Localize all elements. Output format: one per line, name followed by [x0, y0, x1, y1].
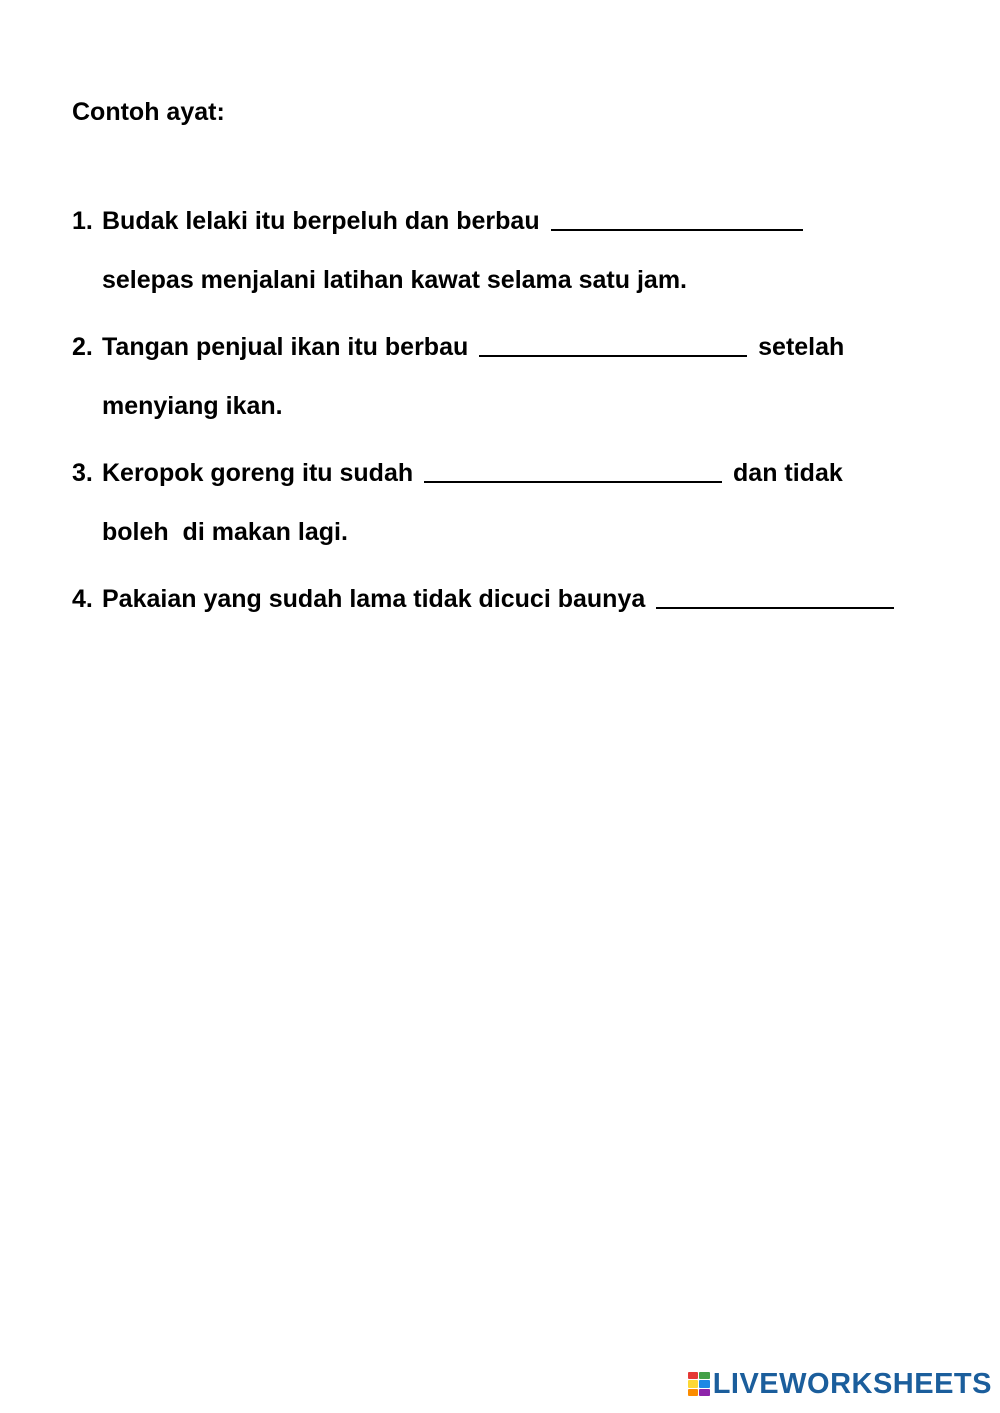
liveworksheets-logo-text: LIVEWORKSHEETS: [712, 1368, 992, 1400]
question-2-line-1: [72, 327, 844, 363]
liveworksheets-logo: [688, 1369, 992, 1399]
liveworksheets-logo-icon: [688, 1372, 710, 1396]
question-3-continuation: boleh di makan lagi.: [102, 518, 348, 546]
question-1-continuation: selepas menjalani latihan kawat selama satu jam.: [102, 266, 687, 294]
heading-contoh-ayat: Contoh ayat:: [72, 98, 225, 126]
question-1-text-before: Budak lelaki itu berpeluh dan berbau: [102, 207, 547, 235]
question-3-blank[interactable]: [424, 455, 722, 483]
question-2-text-before: Tangan penjual ikan itu berbau: [102, 333, 476, 361]
question-2-number: 2.: [72, 333, 93, 361]
question-3-line-1: [72, 453, 843, 489]
question-2-continuation: menyiang ikan.: [102, 392, 283, 420]
question-4-number: 4.: [72, 585, 93, 613]
question-2-blank[interactable]: [479, 329, 747, 357]
question-3-number: 3.: [72, 459, 93, 487]
question-3-text-before: Keropok goreng itu sudah: [102, 459, 421, 487]
question-2-text-after: setelah: [751, 333, 845, 361]
question-3-text-after: dan tidak: [726, 459, 843, 487]
question-1-number: 1.: [72, 207, 93, 235]
question-1-line-1: [72, 201, 807, 237]
question-1-blank[interactable]: [551, 203, 803, 231]
question-4-line-1: [72, 579, 898, 615]
question-4-text-before: Pakaian yang sudah lama tidak dicuci baunya: [102, 585, 653, 613]
question-4-blank[interactable]: [656, 581, 894, 609]
